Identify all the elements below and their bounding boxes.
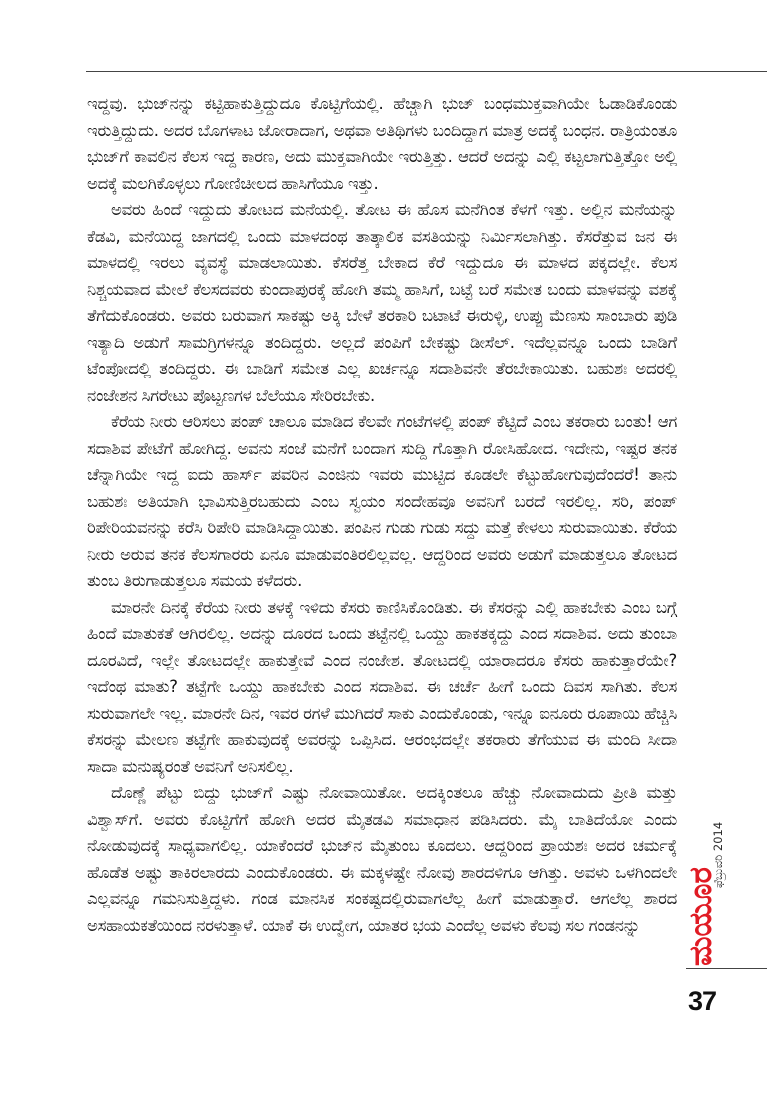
magazine-logo: ಮಯೂರ [683,867,719,966]
page-number: 37 [688,986,717,1016]
masthead-svg [678,780,726,970]
top-divider [86,71,767,72]
paragraph-5: ದೊಣ್ಣೆ ಪೆಟ್ಟು ಬಿದ್ದು ಭುಜ್‌ಗೆ ಎಷ್ಟು ನೋವಾಯಿತೋ. ಅದಕ್ಕಿಂತಲೂ ಹೆಚ್ಚು ನೋವಾದುದು ಪ್ರೀತಿ ಮತ್ತು ವಿಶ್ವಾಸ್‌ಗೆ. ಅವರು ಕೊಟ್ಟಿಗೆಗೆ ಹೋಗಿ ಅದರ ಮೈತಡವಿ ಸಮಾಧಾನ ಪಡಿಸಿದರು. ಮೈ ಬಾತಿದೆಯೋ ಎಂದು ನೋಡುವುದಕ್ಕೆ ಸಾಧ್ಯವಾಗಲಿಲ್ಲ. ಯಾಕೆಂದರೆ ಭುಜ್‌ನ ಮೈತುಂಬ ಕೂದಲು. ಆದ್ದರಿಂದ ಪ್ರಾಯಶಃ ಅದರ ಚರ್ಮಕ್ಕೆ ಹೊಡೆತ ಅಷ್ಟು ತಾಕಿರಲಾರದು ಎಂದುಕೊಂಡರು. ಈ ಮಕ್ಕಳಷ್ಟೇ ನೋವು ಶಾರದಳಿಗೂ ಆಗಿತ್ತು. ಅವಳು ಒಳಗಿಂದಲೇ ಎಲ್ಲವನ್ನೂ ಗಮನಿಸುತ್ತಿದ್ದಳು. ಗಂಡ ಮಾನಸಿಕ ಸಂಕಷ್ಟದಲ್ಲಿರುವಾಗಲೆಲ್ಲ ಹೀಗೆ ಮಾಡುತ್ತಾರೆ. ಆಗಲೆಲ್ಲ ಶಾರದ ಅಸಹಾಯಕತೆಯಿಂದ ನರಳುತ್ತಾಳೆ. ಯಾಕೆ ಈ ಉದ್ವೇಗ, ಯಾತರ ಭಯ ಎಂದೆಲ್ಲ ಅವಳು ಕೆಲವು ಸಲ ಗಂಡನನ್ನು [87,783,677,935]
article-body [87,91,677,939]
footer-divider [686,968,767,969]
paragraph-2: ಅವರು ಹಿಂದೆ ಇದ್ದುದು ತೋಟದ ಮನೆಯಲ್ಲಿ. ತೋಟ ಈ ಹೊಸ ಮನೆಗಿಂತ ಕೆಳಗೆ ಇತ್ತು. ಅಲ್ಲಿನ ಮನೆಯನ್ನು ಕೆಡವಿ, ಮನೆಯಿದ್ದ ಜಾಗದಲ್ಲಿ ಒಂದು ಮಾಳದಂಥ ತಾತ್ಕಾಲಿಕ ವಸತಿಯನ್ನು ನಿರ್ಮಿಸಲಾಗಿತ್ತು. ಕೆಸರೆತ್ತುವ ಜನ ಈ ಮಾಳದಲ್ಲಿ ಇರಲು ವ್ಯವಸ್ಥೆ ಮಾಡಲಾಯಿತು. ಕೆಸರೆತ್ತ ಬೇಕಾದ ಕೆರೆ ಇದ್ದುದೂ ಈ ಮಾಳದ ಪಕ್ಕದಲ್ಲೇ. ಕೆಲಸ ನಿಶ್ಚಯವಾದ ಮೇಲೆ ಕೆಲಸದವರು ಕುಂದಾಪುರಕ್ಕೆ ಹೋಗಿ ತಮ್ಮ ಹಾಸಿಗೆ, ಬಟ್ಟೆ ಬರೆ ಸಮೇತ ಬಂದು ಮಾಳವನ್ನು ವಶಕ್ಕೆ ತೆಗೆದುಕೊಂಡರು. ಅವರು ಬರುವಾಗ ಸಾಕಷ್ಟು ಅಕ್ಕಿ ಬೇಳೆ ತರಕಾರಿ ಬಟಾಟೆ ಈರುಳ್ಳಿ, ಉಪ್ಪು ಮೆಣಸು ಸಾಂಬಾರು ಪುಡಿ ಇತ್ಯಾದಿ ಅಡುಗೆ ಸಾಮಗ್ರಿಗಳನ್ನೂ ತಂದಿದ್ದರು. ಅಲ್ಲದೆ ಪಂಪಿಗೆ ಬೇಕಷ್ಟು ಡೀಸೆಲ್. ಇದೆಲ್ಲವನ್ನೂ ಒಂದು ಬಾಡಿಗೆ ಟೆಂಪೋದಲ್ಲಿ ತಂದಿದ್ದರು. ಈ ಬಾಡಿಗೆ ಸಮೇತ ಎಲ್ಲ ಖರ್ಚನ್ನೂ ಸದಾಶಿವನೇ ತೆರಬೇಕಾಯಿತು. ಬಹುಶಃ ಅದರಲ್ಲಿ ನಂಜೇಶನ ಸಿಗರೇಟು ಪೊಟ್ಟಣಗಳ ಬೆಲೆಯೂ ಸೇರಿರಬೇಕು. [87,200,677,405]
paragraph-1: ಇದ್ದವು. ಭುಜ್‌ನನ್ನು ಕಟ್ಟಿಹಾಕುತ್ತಿದ್ದುದೂ ಕೊಟ್ಟಿಗೆಯಲ್ಲಿ. ಹೆಚ್ಚಾಗಿ ಭುಜ್ ಬಂಧಮುಕ್ತವಾಗಿಯೇ ಓಡಾಡಿಕೊಂಡು ಇರುತ್ತಿದ್ದುದು. ಅದರ ಬೊಗಳಾಟ ಜೋರಾದಾಗ, ಅಥವಾ ಅತಿಥಿಗಳು ಬಂದಿದ್ದಾಗ ಮಾತ್ರ ಅದಕ್ಕೆ ಬಂಧನ. ರಾತ್ರಿಯಂತೂ ಭುಜ್‌ಗೆ ಕಾವಲಿನ ಕೆಲಸ ಇದ್ದ ಕಾರಣ, ಅದು ಮುಕ್ತವಾಗಿಯೇ ಇರುತ್ತಿತ್ತು. ಆದರೆ ಅದನ್ನು ಎಲ್ಲಿ ಕಟ್ಟಲಾಗುತ್ತಿತ್ತೋ ಅಲ್ಲಿ ಅದಕ್ಕೆ ಮಲಗಿಕೊಳ್ಳಲು ಗೋಣಿಚೀಲದ ಹಾಸಿಗೆಯೂ ಇತ್ತು. [87,94,677,193]
paragraph-4: ಮಾರನೇ ದಿನಕ್ಕೆ ಕೆರೆಯ ನೀರು ತಳಕ್ಕೆ ಇಳಿದು ಕೆಸರು ಕಾಣಿಸಿಕೊಂಡಿತು. ಈ ಕೆಸರನ್ನು ಎಲ್ಲಿ ಹಾಕಬೇಕು ಎಂಬ ಬಗ್ಗೆ ಹಿಂದೆ ಮಾತುಕತೆ ಆಗಿರಲಿಲ್ಲ. ಅದನ್ನು ದೂರದ ಒಂದು ತಟ್ಟೆನಲ್ಲಿ ಒಯ್ದು ಹಾಕತಕ್ಕದ್ದು ಎಂದ ಸದಾಶಿವ. ಅದು ತುಂಬಾ ದೂರವಿದೆ, ಇಲ್ಲೇ ತೋಟದಲ್ಲೇ ಹಾಕುತ್ತೇವೆ ಎಂದ ನಂಜೇಶ. ತೋಟದಲ್ಲಿ ಯಾರಾದರೂ ಕೆಸರು ಹಾಕುತ್ತಾರೆಯೇ? ಇದೆಂಥ ಮಾತು? ತಟ್ಟೆಗೇ ಒಯ್ದು ಹಾಕಬೇಕು ಎಂದ ಸದಾಶಿವ. ಈ ಚರ್ಚೆ ಹೀಗೆ ಒಂದು ದಿವಸ ಸಾಗಿತು. ಕೆಲಸ ಸುರುವಾಗಲೇ ಇಲ್ಲ. ಮಾರನೇ ದಿನ, ಇವರ ರಗಳೆ ಮುಗಿದರೆ ಸಾಕು ಎಂದುಕೊಂಡು, ಇನ್ನೂ ಐನೂರು ರೂಪಾಯಿ ಹೆಚ್ಚಿಸಿ ಕೆಸರನ್ನು ಮೇಲಣ ತಟ್ಟೆಗೇ ಹಾಕುವುದಕ್ಕೆ ಅವರನ್ನು ಒಪ್ಪಿಸಿದ. ಆರಂಭದಲ್ಲೇ ತಕರಾರು ತೆಗೆಯುವ ಈ ಮಂದಿ ಸೀದಾ ಸಾದಾ ಮನುಷ್ಯರಂತೆ ಅವನಿಗೆ ಅನಿಸಲಿಲ್ಲ. [87,597,677,776]
masthead-sidebar [678,780,726,970]
paragraph-3: ಕೆರೆಯ ನೀರು ಆರಿಸಲು ಪಂಪ್ ಚಾಲೂ ಮಾಡಿದ ಕೆಲವೇ ಗಂಟೆಗಳಲ್ಲಿ ಪಂಪ್ ಕೆಟ್ಟಿದೆ ಎಂಬ ತಕರಾರು ಬಂತು! ಆಗ ಸದಾಶಿವ ಪೇಟೆಗೆ ಹೋಗಿದ್ದ. ಅವನು ಸಂಜೆ ಮನೆಗೆ ಬಂದಾಗ ಸುದ್ದಿ ಗೊತ್ತಾಗಿ ರೋಸಿಹೋದ. ಇದೇನು, ಇಷ್ಟರ ತನಕ ಚೆನ್ನಾಗಿಯೇ ಇದ್ದ ಐದು ಹಾರ್ಸ್ ಪವರಿನ ಎಂಜಿನು ಇವರು ಮುಟ್ಟಿದ ಕೂಡಲೇ ಕೆಟ್ಟುಹೋಗುವುದೆಂದರೆ! ತಾನು ಬಹುಶಃ ಅತಿಯಾಗಿ ಭಾವಿಸುತ್ತಿರಬಹುದು ಎಂಬ ಸ್ವಯಂ ಸಂದೇಹವೂ ಅವನಿಗೆ ಬರದೆ ಇರಲಿಲ್ಲ. ಸರಿ, ಪಂಪ್ ರಿಪೇರಿಯವನನ್ನು ಕರೆಸಿ ರಿಪೇರಿ ಮಾಡಿಸಿದ್ದಾಯಿತು. ಪಂಪಿನ ಗುಡು ಗುಡು ಸದ್ದು ಮತ್ತೆ ಕೇಳಲು ಸುರುವಾಯಿತು. ಕೆರೆಯ ನೀರು ಅರುವ ತನಕ ಕೆಲಸಗಾರರು ಏನೂ ಮಾಡುವಂತಿರಲಿಲ್ಲವಲ್ಲ. ಆದ್ದರಿಂದ ಅವರು ಅಡುಗೆ ಮಾಡುತ್ತಲೂ ತೋಟದ ತುಂಬ ತಿರುಗಾಡುತ್ತಲೂ ಸಮಯ ಕಳೆದರು. [87,412,677,590]
issue-date: ಫೆಬ್ರುವರಿ 2014 [711,821,725,888]
